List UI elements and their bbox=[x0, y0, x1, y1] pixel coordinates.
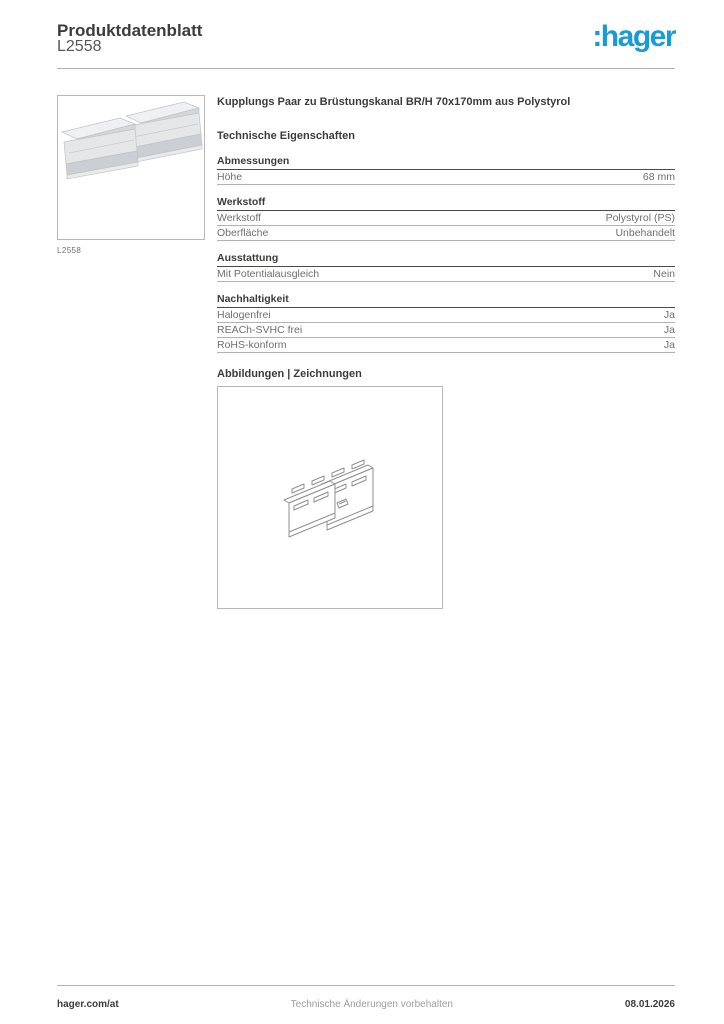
document-title: Produktdatenblatt bbox=[57, 21, 203, 40]
spec-row bbox=[217, 323, 675, 338]
spec-value: 68 mm bbox=[642, 171, 675, 183]
section-heading: Werkstoff bbox=[217, 197, 675, 211]
footer-date: 08.01.2026 bbox=[624, 999, 675, 1010]
content-area bbox=[57, 95, 675, 609]
spec-row bbox=[217, 338, 675, 353]
product-title: Kupplungs Paar zu Brüstungskanal BR/H 70x170mm aus Polystyrol bbox=[217, 96, 571, 108]
section-heading: Nachhaltigkeit bbox=[217, 294, 675, 308]
footer-row bbox=[57, 986, 675, 1010]
section-werkstoff bbox=[217, 197, 675, 241]
spec-row bbox=[217, 170, 675, 185]
product-photo-frame bbox=[57, 95, 205, 240]
hager-logo: :hager bbox=[592, 20, 675, 53]
spec-label: Höhe bbox=[217, 171, 243, 183]
spec-label: Werkstoff bbox=[217, 212, 261, 224]
technical-drawing bbox=[218, 387, 442, 608]
spec-row bbox=[217, 308, 675, 323]
spec-value: Unbehandelt bbox=[615, 227, 675, 239]
spec-value: Polystyrol (PS) bbox=[605, 212, 675, 224]
tech-properties-heading: Technische Eigenschaften bbox=[217, 130, 355, 142]
spec-row bbox=[217, 211, 675, 226]
drawings-heading: Abbildungen | Zeichnungen bbox=[217, 368, 362, 380]
technical-drawing-frame bbox=[217, 386, 443, 609]
section-abmessungen bbox=[217, 156, 675, 185]
product-photo bbox=[58, 96, 204, 239]
product-reference: L2558 bbox=[57, 38, 102, 55]
section-heading: Ausstattung bbox=[217, 253, 675, 267]
page-header bbox=[57, 20, 675, 64]
footer-notice: Technische Änderungen vorbehalten bbox=[290, 999, 453, 1010]
spec-label: Halogenfrei bbox=[217, 309, 271, 321]
section-nachhaltigkeit bbox=[217, 294, 675, 353]
section-ausstattung bbox=[217, 253, 675, 282]
spec-label: Oberfläche bbox=[217, 227, 269, 239]
spec-label: RoHS-konform bbox=[217, 339, 287, 351]
page-footer bbox=[57, 985, 675, 1010]
spec-column bbox=[217, 95, 675, 609]
spec-value: Nein bbox=[653, 268, 675, 280]
header-divider bbox=[57, 68, 675, 69]
section-heading: Abmessungen bbox=[217, 156, 675, 170]
product-photo-caption: L2558 bbox=[57, 246, 82, 255]
spec-label: REACh-SVHC frei bbox=[217, 324, 303, 336]
product-image-column bbox=[57, 95, 205, 609]
spec-value: Ja bbox=[663, 339, 675, 351]
website-link[interactable]: hager.com/at bbox=[57, 999, 119, 1010]
spec-value: Ja bbox=[663, 324, 675, 336]
spec-row bbox=[217, 226, 675, 241]
spec-label: Mit Potentialausgleich bbox=[217, 268, 320, 280]
spec-value: Ja bbox=[663, 309, 675, 321]
spec-row bbox=[217, 267, 675, 282]
